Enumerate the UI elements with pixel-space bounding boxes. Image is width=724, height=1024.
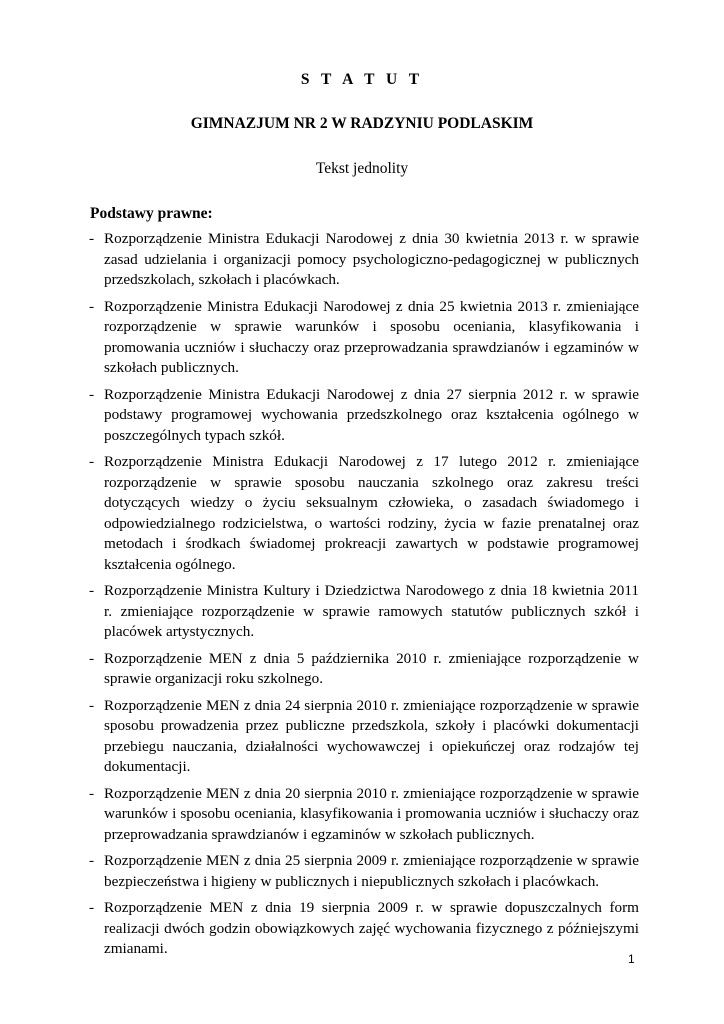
bullet-dash: - (89, 297, 95, 315)
legal-basis-text: Rozporządzenie MEN z dnia 19 sierpnia 2009 r. w sprawie dopuszczalnych form realizacji dwóch godzin obowiązkowych zajęć wychowania fizycznego z późniejszymi zmianami. (104, 899, 639, 957)
bullet-dash: - (89, 385, 95, 403)
legal-basis-item (90, 452, 639, 575)
legal-basis-item (90, 784, 639, 846)
bullet-dash: - (89, 852, 95, 869)
page-number: 1 (628, 952, 635, 966)
legal-basis-heading: Podstawy prawne: (90, 205, 213, 222)
bullet-dash: - (89, 453, 95, 470)
legal-basis-item (90, 581, 639, 643)
bullet-dash: - (89, 784, 95, 802)
bullet-dash: - (89, 230, 95, 247)
legal-basis-item (90, 229, 639, 291)
legal-basis-item (90, 385, 639, 447)
legal-basis-text: Rozporządzenie Ministra Edukacji Narodowej z dnia 30 kwietnia 2013 r. w sprawie zasad udzielania i organizacji pomocy psychologiczno-pedagogicznej w publicznych przedszkolach, szkołach i placówkach. (104, 230, 639, 288)
legal-basis-text: Rozporządzenie MEN z dnia 24 sierpnia 2010 r. zmieniające rozporządzenie w sprawie sposobu prowadzenia przez publiczne przedszkola, szkoły i placówki dokumentacji przebiegu nauczania, działalności wychowawczej i opiekuńczej oraz rodzajów tej dokumentacji. (104, 696, 639, 775)
legal-basis-item (90, 297, 639, 379)
legal-basis-list (90, 229, 639, 966)
legal-basis-text: Rozporządzenie Ministra Edukacji Narodowej z 17 lutego 2012 r. zmieniające rozporządzenie w sprawie sposobu nauczania szkolnego oraz zakresu treści dotyczących wiedzy o życiu seksualnym człowieka, o zasadach świadomego i odpowiedzialnego rodzicielstwa, o wartości rodziny, życia w fazie prenatalnej oraz metodach i środkach świadomej prokreacji zawartych w podstawie programowej kształcenia ogólnego. (104, 453, 639, 573)
legal-basis-text: Rozporządzenie MEN z dnia 20 sierpnia 2010 r. zmieniające rozporządzenie w sprawie warunków i sposobu oceniania, klasyfikowania i promowania uczniów i słuchaczy oraz przeprowadzania sprawdzianów i egzaminów w szkołach publicznych. (104, 784, 639, 843)
bullet-dash: - (89, 696, 95, 714)
legal-basis-item (90, 649, 639, 690)
bullet-dash: - (89, 582, 95, 599)
legal-basis-item (90, 851, 639, 892)
document-title: S T A T U T (300, 71, 424, 88)
legal-basis-item (90, 898, 639, 960)
legal-basis-item (90, 696, 639, 778)
document-subtitle: Tekst jednolity (315, 160, 409, 177)
bullet-dash: - (89, 649, 95, 667)
legal-basis-text: Rozporządzenie Ministra Kultury i Dziedzictwa Narodowego z dnia 18 kwietnia 2011 r. zmieniające rozporządzenie w sprawie ramowych statutów publicznych szkół i placówek artystycznych. (104, 582, 639, 640)
legal-basis-text: Rozporządzenie Ministra Edukacji Narodowej z dnia 27 sierpnia 2012 r. w sprawie podstawy programowej wychowania przedszkolnego oraz kształcenia ogólnego w poszczególnych typach szkół. (104, 385, 639, 444)
bullet-dash: - (89, 899, 95, 916)
legal-basis-text: Rozporządzenie MEN z dnia 5 października 2010 r. zmieniające rozporządzenie w sprawie organizacji roku szkolnego. (104, 649, 639, 687)
legal-basis-text: Rozporządzenie MEN z dnia 25 sierpnia 2009 r. zmieniające rozporządzenie w sprawie bezpieczeństwa i higieny w publicznych i niepublicznych szkołach i placówkach. (104, 852, 639, 890)
school-name: GIMNAZJUM NR 2 W RADZYNIU PODLASKIM (190, 115, 534, 132)
legal-basis-text: Rozporządzenie Ministra Edukacji Narodowej z dnia 25 kwietnia 2013 r. zmieniające rozporządzenie w sprawie warunków i sposobu oceniania, klasyfikowania i promowania uczniów i słuchaczy oraz przeprowadzania sprawdzianów i egzaminów w szkołach publicznych. (104, 297, 639, 376)
